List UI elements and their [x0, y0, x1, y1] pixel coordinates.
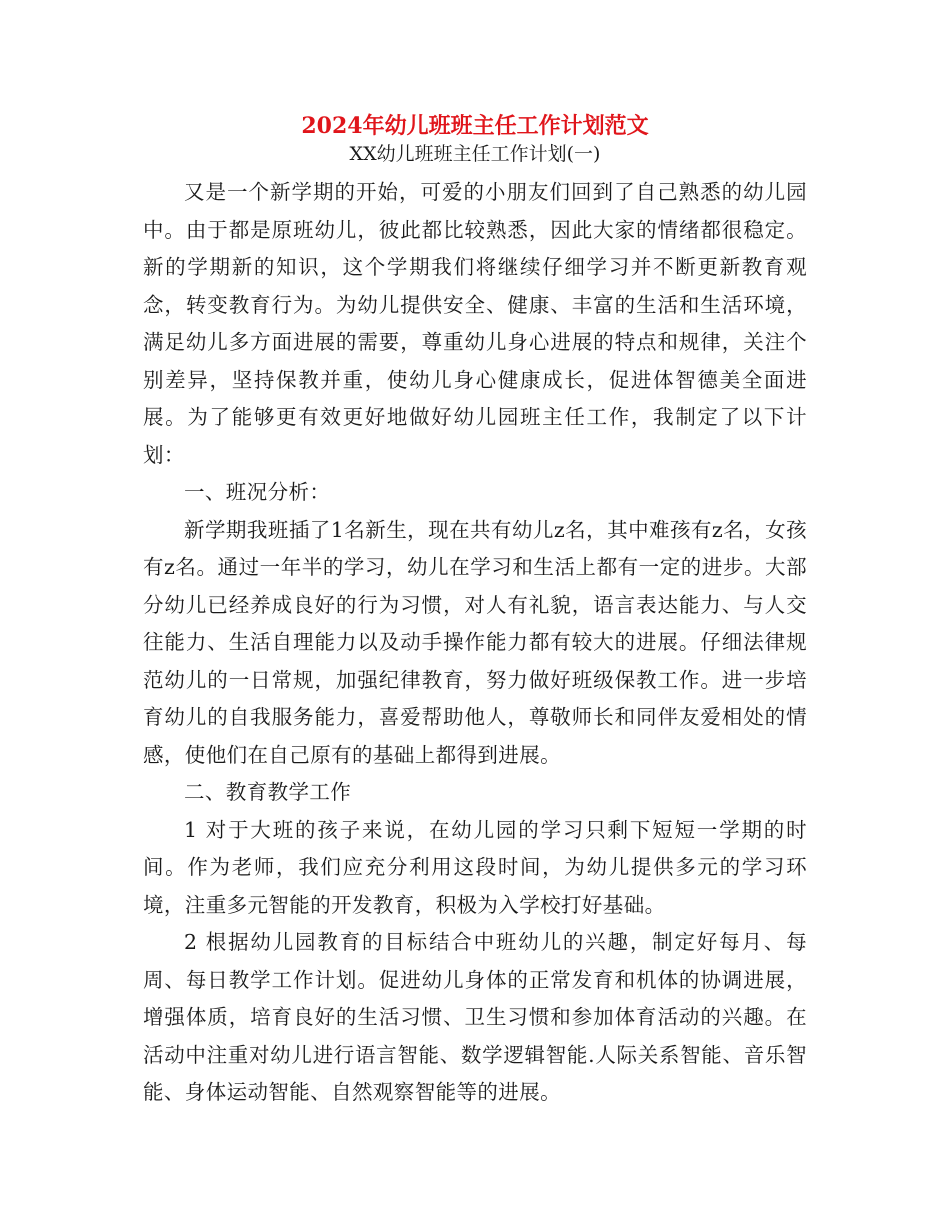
paragraph-teaching-item-2: 2 根据幼儿园教育的目标结合中班幼儿的兴趣，制定好每月、每周、每日教学工作计划。促进幼儿身体的正常发育和机体的协调进展，增强体质，培育良好的生活习惯、卫生习惯和参加体育活动的兴趣。在活动中注重对幼儿进行语言智能、数学逻辑智能.人际关系智能、音乐智能、身体运动智能、自然观察智能等的进展。: [143, 930, 807, 1104]
document-subtitle: XX幼儿班班主任工作计划(一): [349, 143, 601, 165]
paragraph-teaching-item-1: 1 对于大班的孩子来说，在幼儿园的学习只剩下短短一学期的时间。作为老师，我们应充分利用这段时间，为幼儿提供多元的学习环境，注重多元智能的开发教育，积极为入学校打好基础。: [143, 817, 807, 917]
paragraph-class-analysis: 新学期我班插了1名新生，现在共有幼儿z名，其中难孩有z名，女孩有z名。通过一年半的学习，幼儿在学习和生活上都有一定的进步。大部分幼儿已经养成良好的行为习惯，对人有礼貌，语言表达能力、与人交往能力、生活自理能力以及动手操作能力都有较大的进展。仔细法律规范幼儿的一日常规，加强纪律教育，努力做好班级保教工作。进一步培育幼儿的自我服务能力，喜爱帮助他人，尊敬师长和同伴友爱相处的情感，使他们在自己原有的基础上都得到进展。: [143, 517, 807, 767]
document-title: 2024年幼儿班班主任工作计划范文: [301, 113, 649, 139]
document-body: [143, 174, 807, 1112]
section-heading-teaching-work: 二、教育教学工作: [184, 780, 352, 804]
paragraph-intro: 又是一个新学期的开始，可爱的小朋友们回到了自己熟悉的幼儿园中。由于都是原班幼儿，彼此都比较熟悉，因此大家的情绪都很稳定。新的学期新的知识，这个学期我们将继续仔细学习并不断更新教育观念，转变教育行为。为幼儿提供安全、健康、丰富的生活和生活环境，满足幼儿多方面进展的需要，尊重幼儿身心进展的特点和规律，关注个别差异，坚持保教并重，使幼儿身心健康成长，促进体智德美全面进展。为了能够更有效更好地做好幼儿园班主任工作，我制定了以下计划：: [143, 180, 807, 467]
section-heading-class-analysis: 一、班况分析：: [184, 480, 331, 504]
